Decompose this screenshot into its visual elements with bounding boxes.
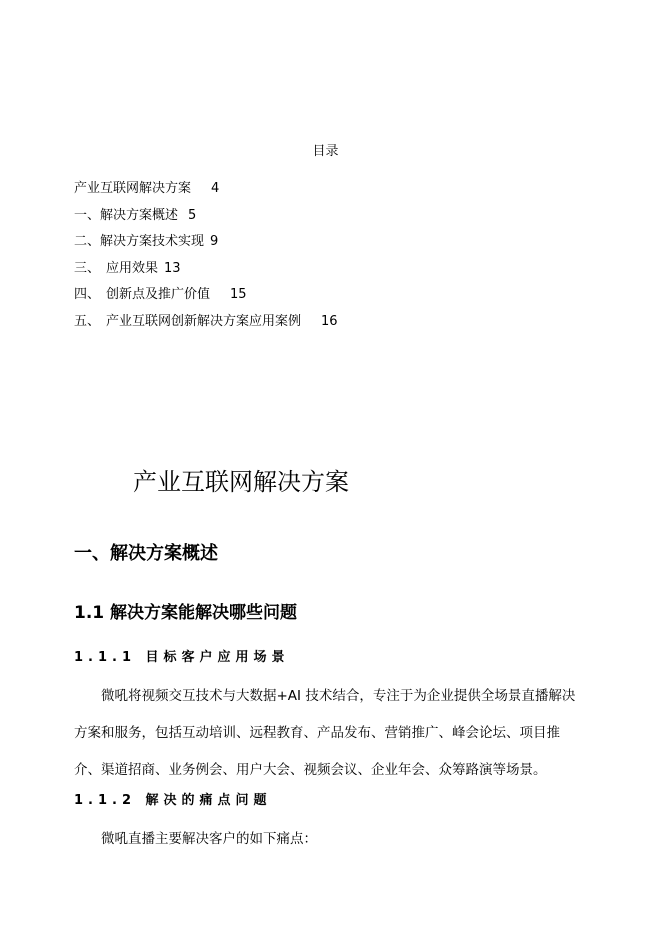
subsubsection-heading: 1.1.2 解决的痛点问题 bbox=[74, 793, 272, 808]
toc-item-label: 解决方案技术实现 bbox=[100, 234, 205, 249]
toc-item-page: 16 bbox=[321, 313, 338, 329]
subsubsection-heading: 1.1.1 目标客户应用场景 bbox=[74, 650, 290, 665]
toc-item-label: 产业互联网解决方案 bbox=[74, 181, 192, 196]
toc-item-page: 4 bbox=[211, 181, 220, 196]
toc-item-number: 五、 bbox=[74, 313, 101, 329]
toc-item[interactable] bbox=[74, 233, 338, 260]
toc-item-label: 应用效果 bbox=[106, 260, 159, 276]
toc-item[interactable] bbox=[74, 286, 338, 313]
body-paragraph: 微吼直播主要解决客户的如下痛点： bbox=[101, 831, 317, 847]
table-of-contents bbox=[74, 180, 338, 339]
toc-item[interactable] bbox=[74, 260, 338, 287]
section-heading: 一、解决方案概述 bbox=[74, 543, 218, 564]
toc-item-label: 产业互联网创新解决方案应用案例 bbox=[106, 313, 302, 329]
toc-item[interactable] bbox=[74, 313, 338, 340]
toc-item-number: 四、 bbox=[74, 287, 101, 302]
toc-item-page: 15 bbox=[230, 287, 247, 302]
toc-item-number: 一、 bbox=[74, 207, 101, 223]
toc-title: 目录 bbox=[312, 144, 339, 159]
subsection-heading: 1.1 解决方案能解决哪些问题 bbox=[74, 603, 298, 623]
toc-item-label: 解决方案概述 bbox=[100, 207, 179, 223]
document-title: 产业互联网解决方案 bbox=[133, 468, 349, 496]
toc-item[interactable] bbox=[74, 207, 338, 234]
body-paragraph: 微吼将视频交互技术与大数据+AI 技术结合，专注于为企业提供全场景直播解决方案和服务，包括互动培训、远程教育、产品发布、营销推广、峰会论坛、项目推介、渠道招商、业务例会、用户大会、视频会议、企业年会、众筹路演等场景。 bbox=[74, 688, 576, 778]
toc-item[interactable] bbox=[74, 180, 338, 207]
toc-item-page: 13 bbox=[164, 260, 181, 276]
toc-item-number: 三、 bbox=[74, 260, 101, 276]
toc-item-label: 创新点及推广价值 bbox=[106, 287, 211, 302]
toc-item-page: 9 bbox=[210, 234, 219, 249]
toc-item-number: 二、 bbox=[74, 234, 101, 249]
toc-item-page: 5 bbox=[188, 207, 197, 223]
